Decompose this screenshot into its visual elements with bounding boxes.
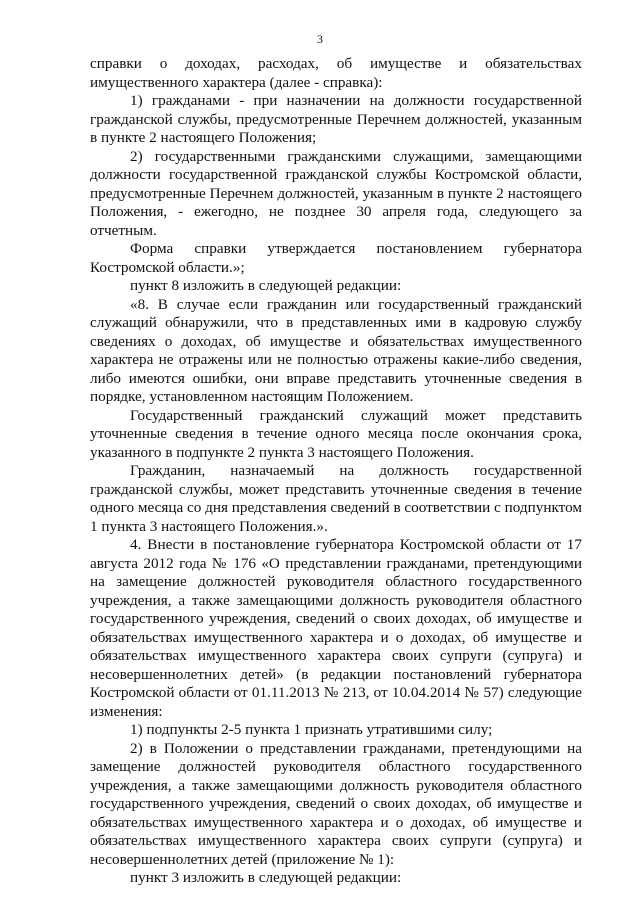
paragraph-civil-servant-clarification: Государственный гражданский служащий может представить уточненные сведения в течение одного месяца после окончания срока, указанного в подпункте 2 пункта 3 настоящего Положения. — [90, 406, 582, 461]
paragraph-item-2: 2) государственными гражданскими служащими, замещающими должности государственной гражданской службы Костромской области, предусмотренные Перечнем должностей, указанным в пункте 2 настоящего Положения, - ежегодно, не позднее 30 апреля года, следующего за отчетным. — [90, 147, 582, 239]
paragraph-citizen-clarification: Гражданин, назначаемый на должность государственной гражданской службы, может представить уточненные сведения в течение одного месяца со дня представления сведений в соответствии с подпунктом 1 пункта 3 настоящего Положения.». — [90, 462, 582, 535]
paragraph-change-1: 1) подпункты 2-5 пункта 1 признать утратившими силу; — [130, 721, 493, 738]
paragraph-intro: справки о доходах, расходах, об имуществе и обязательствах имущественного характера (далее - справка): — [90, 55, 582, 91]
paragraph-change-2: 2) в Положении о представлении гражданами, претендующими на замещение должностей руководителя областного государственного учреждения, а также замещающими должность руководителя областного государственного учреждения, сведений о своих доходах, об имуществе и обязательствах имущественного характера и о доходах, об имуществе и обязательствах имущественного характера своих супруги (супруга) и несовершеннолетних детей (приложение № 1): — [90, 739, 582, 868]
paragraph-item-1: 1) гражданами - при назначении на должности государственной гражданской службы, предусмотренные Перечнем должностей, указанным в пункте 2 настоящего Положения; — [90, 92, 582, 146]
page-number: 3 — [317, 32, 323, 46]
document-body — [90, 55, 582, 888]
paragraph-point-8: «8. В случае если гражданин или государственный гражданский служащий обнаружили, что в представленных ими в кадровую службу сведениях о доходах, об имуществе и обязательствах имущественного характера не отражены или не полностью отражены какие-либо сведения, либо имеются ошибки, они вправе представить уточненные сведения в порядке, установленном настоящим Положением. — [90, 295, 582, 405]
paragraph-point-8-heading: пункт 8 изложить в следующей редакции: — [130, 277, 402, 294]
paragraph-form-approval: Форма справки утверждается постановлением губернатора Костромской области.»; — [90, 240, 582, 276]
paragraph-point-3-heading: пункт 3 изложить в следующей редакции: — [130, 869, 402, 886]
paragraph-section-4: 4. Внести в постановление губернатора Костромской области от 17 августа 2012 года № 176 «О представлении гражданами, претендующими на замещение должностей руководителя областного государственного учреждения, а также замещающими должность руководителя областного государственного учреждения, сведений о своих доходах, об имуществе и обязательствах имущественного характера и о доходах, об имуществе и обязательствах имущественного характера своих супруги (супруга) и несовершеннолетних детей» (в редакции постановлений губернатора Костромской области от 01.11.2013 № 213, от 10.04.2014 № 57) следующие изменения: — [90, 536, 582, 720]
